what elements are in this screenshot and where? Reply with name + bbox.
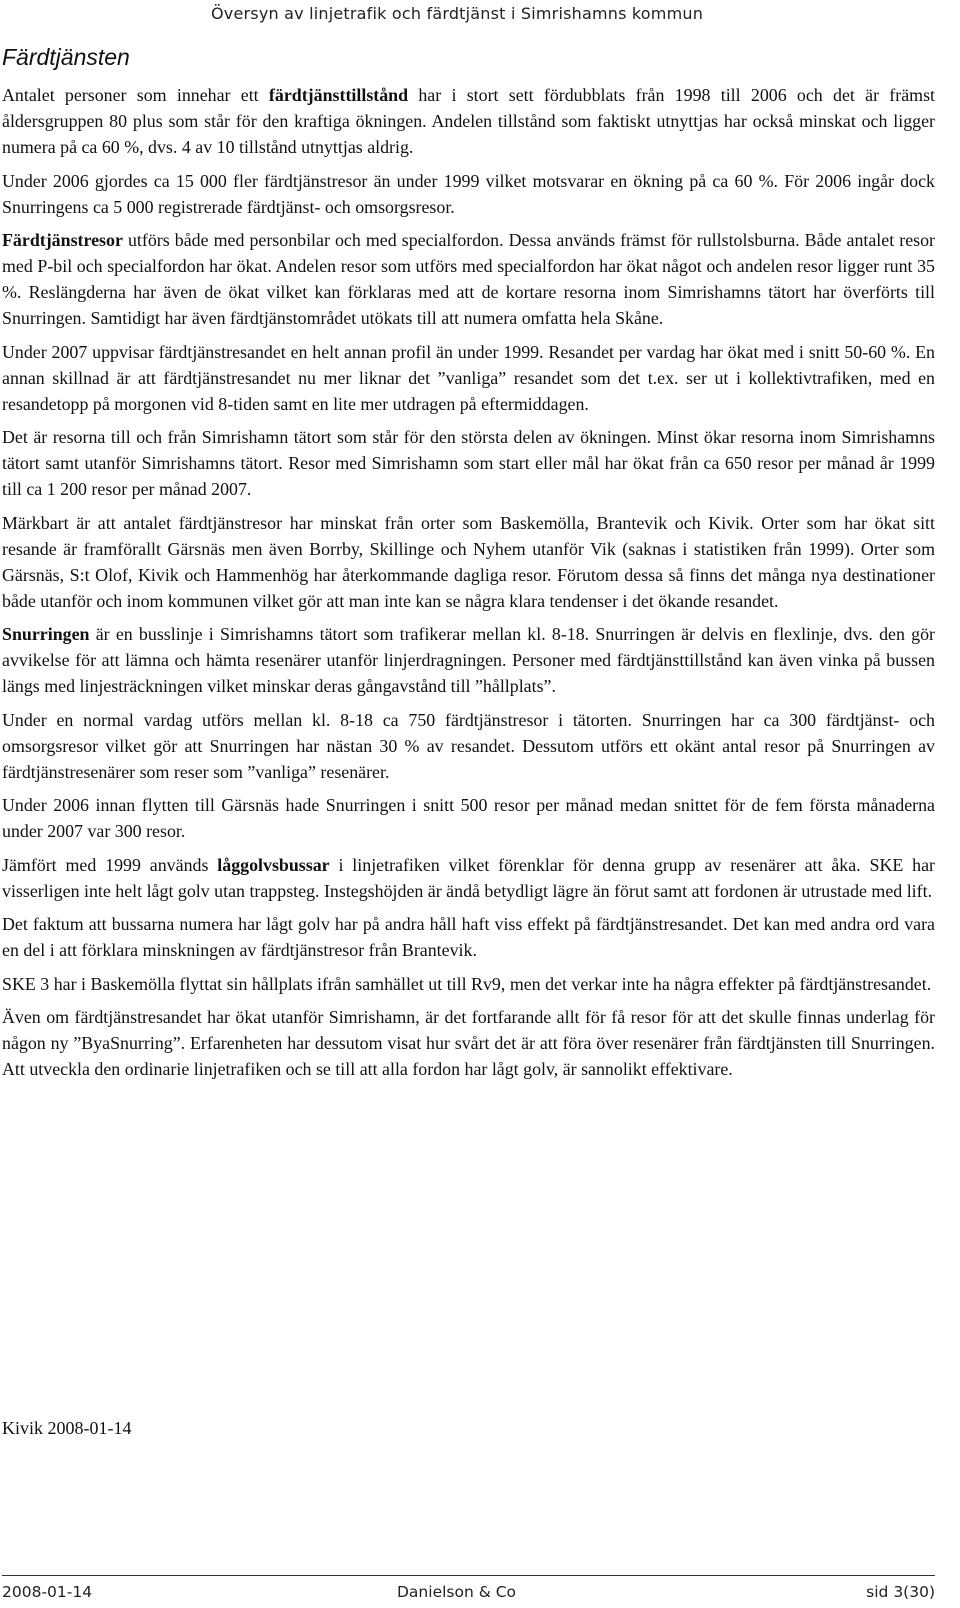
footer-page-number: sid 3(30) — [866, 1583, 935, 1601]
paragraph-1-text-c: har i stort sett fördubblats från 1998 till 2006 och det är främst åldersgruppen 80 plus som står för den kraftiga ökningen. Andelen tillstånd som faktiskt utnyttjas har också minskat och ligger numera på ca 60 %, dvs. 4 av 10 tillstånd utnyttjas aldrig. — [2, 85, 935, 157]
paragraph-1 — [2, 82, 935, 160]
paragraph-7-text-b: är en busslinje i Simrishamns tätort som trafikerar mellan kl. 8-18. Snurringen är delvis en flexlinje, dvs. den gör avvikelse för att lämna och hämta resenärer utanför linjerdragningen. Personer med färdtjänsttillstånd kan även vinka på bussen längs med linjesträckningen vilket minskar deras gångavstånd till ”hållplats”. — [2, 624, 935, 696]
term-laggolvsbussar: låggolvsbussar — [217, 854, 330, 875]
paragraph-7 — [2, 621, 935, 699]
paragraph-12: SKE 3 har i Baskemölla flyttat sin hållplats ifrån samhället ut till Rv9, men det verkar inte ha några effekter på färdtjänstresandet. — [2, 973, 932, 994]
term-fardtjansttillstand: färdtjänsttillstånd — [268, 85, 409, 105]
paragraph-13: Även om färdtjänstresandet har ökat utanför Simrishamn, är det fortfarande allt för få resor för att det skulle finnas underlag för någon ny ”ByaSnurring”. Erfarenheten har dessutom visat hur svårt det är att föra över resenärer från färdtjänsten till Snurringen. Att utveckla den ordinarie linjetrafiken och se till att alla fordon har lågt golv, är sannolikt effektivare. — [2, 1007, 935, 1079]
paragraph-5: Det är resorna till och från Simrishamn tätort som står för den största delen av ökningen. Minst ökar resorna inom Simrishamns tätort samt utanför Simrishamns tätort. Resor med Simrishamn som start eller mål har ökat från ca 650 resor per månad år 1999 till ca 1 200 resor per månad 2007. — [2, 427, 935, 499]
footer-date: 2008-01-14 — [2, 1583, 93, 1601]
paragraph-8: Under en normal vardag utförs mellan kl. 8-18 ca 750 färdtjänstresor i tätorten. Snurringen har ca 300 färdtjänst- och omsorgsresor vilket gör att Snurringen har nästan 30 % av resandet. Dessutom utförs ett okänt antal resor på Snurringen av färdtjänstresenärer som reser som ”vanliga” resenärer. — [2, 709, 935, 782]
paragraph-2: Under 2006 gjordes ca 15 000 fler färdtjänstresor än under 1999 vilket motsvarar en ökning på ca 60 %. För 2006 ingår dock Snurringens ca 5 000 registrerade färdtjänst- och omsorgsresor. — [2, 170, 935, 217]
term-snurringen: Snurringen — [2, 624, 90, 644]
paragraph-11: Det faktum att bussarna numera har lågt golv har på andra håll haft viss effekt på färdtjänstresandet. Det kan med andra ord vara en del i att förklara minskningen av färdtjänstresor från Brantevik. — [2, 914, 935, 960]
paragraph-10-text-a: Jämfört med 1999 används — [2, 854, 218, 875]
body-text — [2, 82, 935, 1090]
running-header: Översyn av linjetrafik och färdtjänst i Simrishamns kommun — [211, 4, 704, 23]
paragraph-3-text-b: utförs både med personbilar och med specialfordon. Dessa används främst för rullstolsburna. Både antalet resor med P-bil och specialfordon har ökat. Andelen resor som utförs med specialfordon har ökat något och andelen resor ligger runt 35 %. Reslängderna har även de ökat vilket kan förklaras med att de kortare resorna inom Simrishamns tätort har överförts till Snurringen. Samtidigt har även färdtjänstområdet utökats till att numera omfatta hela Skåne. — [2, 230, 935, 328]
paragraph-10 — [2, 852, 935, 904]
paragraph-6: Märkbart är att antalet färdtjänstresor har minskat från orter som Baskemölla, Brantevik och Kivik. Orter som har ökat sitt resande är framförallt Gärsnäs men även Borrby, Skillinge och Nyhem utanför Vik (saknas i statistiken från 1999). Orter som Gärsnäs, S:t Olof, Kivik och Hammenhög har återkommande dagliga resor. Förutom dessa så finns det många nya destinationer både utanför och inom kommunen vilket gör att man inte kan se några klara tendenser i det ökande resandet. — [2, 512, 935, 611]
term-fardtjanstresor: Färdtjänstresor — [2, 230, 123, 250]
paragraph-4: Under 2007 uppvisar färdtjänstresandet en helt annan profil än under 1999. Resandet per vardag har ökat med i snitt 50-60 %. En annan skillnad är att färdtjänstresandet nu mer liknar det ”vanliga” resandet som det t.ex. ser ut i kollektivtrafiken, med en resandetopp på morgonen vid 8-tiden samt en lite mer utdragen på eftermiddagen. — [2, 341, 935, 414]
paragraph-9: Under 2006 innan flytten till Gärsnäs hade Snurringen i snitt 500 resor per månad medan snittet för de fem första månaderna under 2007 var 300 resor. — [2, 795, 935, 841]
paragraph-3 — [2, 227, 935, 331]
page-footer — [2, 1583, 935, 1605]
paragraph-10-text-c: i linjetrafiken vilket förenklar för denna grupp av resenärer att åka. SKE har visserligen inte helt lågt golv utan trappsteg. Instegshöjden är ändå betydligt lägre än förut samt att fordonen är utrustade med lift. — [2, 854, 935, 901]
footer-divider — [2, 1575, 935, 1576]
footer-author: Danielson & Co — [397, 1583, 517, 1601]
section-heading: Färdtjänsten — [2, 44, 130, 70]
paragraph-1-text-a: Antalet personer som innehar ett — [2, 85, 269, 105]
signoff-place-date: Kivik 2008-01-14 — [2, 1418, 132, 1438]
